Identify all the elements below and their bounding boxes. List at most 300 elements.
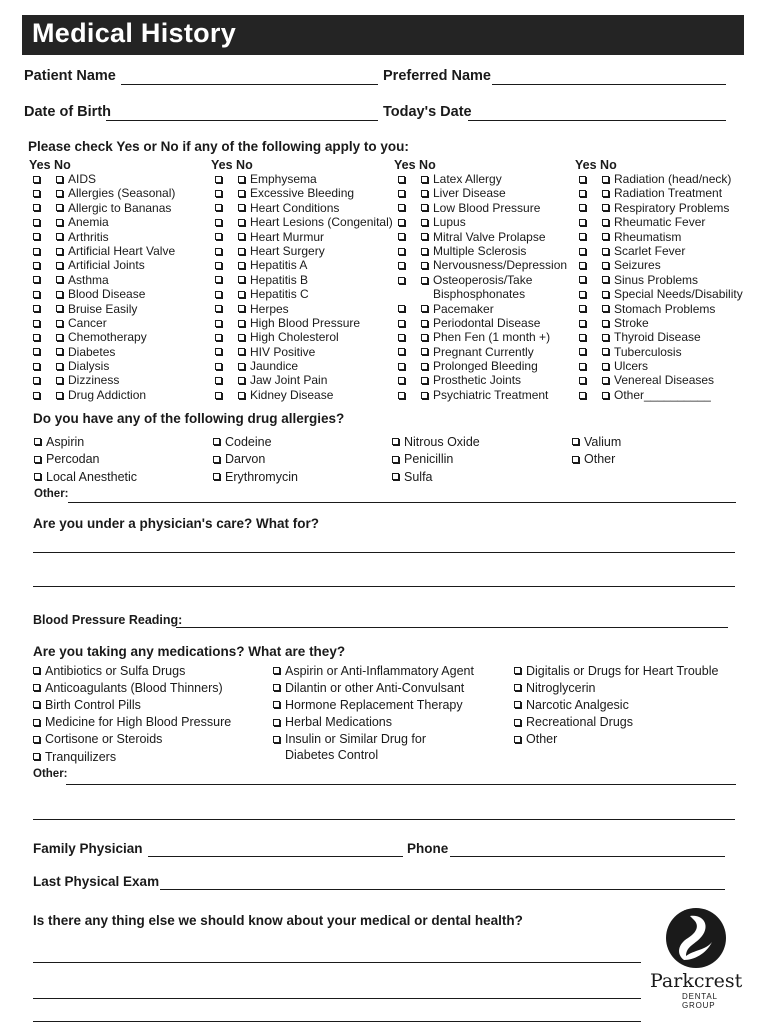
condition-label: Blood Disease [68, 287, 146, 302]
no-checkbox[interactable] [421, 320, 428, 327]
no-checkbox[interactable] [421, 334, 428, 341]
no-checkbox[interactable] [56, 291, 63, 298]
physician-care-line-1[interactable] [33, 552, 735, 553]
option-recreational-drugs [514, 714, 718, 731]
no-checkbox[interactable] [238, 392, 245, 399]
option-dilantin-or-other-anti-convulsant [273, 679, 474, 696]
condition-row-bruise-easily [29, 302, 175, 316]
condition-row-allergies-seasonal [29, 186, 175, 200]
yes-checkbox[interactable] [579, 305, 586, 312]
no-checkbox[interactable] [238, 262, 245, 269]
condition-row-respiratory-problems [575, 201, 743, 215]
no-checkbox[interactable] [56, 305, 63, 312]
yes-checkbox[interactable] [398, 392, 405, 399]
option-label: Dilantin or other Anti-Convulsant [285, 680, 465, 695]
no-checkbox[interactable] [421, 219, 428, 226]
yes-checkbox[interactable] [33, 392, 40, 399]
no-checkbox[interactable] [602, 392, 609, 399]
checkbox[interactable] [213, 473, 220, 480]
option-label: Sulfa [404, 469, 433, 484]
option-birth-control-pills [33, 696, 231, 713]
option-nitroglycerin [514, 679, 718, 696]
medications-line-2[interactable] [33, 819, 735, 820]
yes-checkbox[interactable] [579, 233, 586, 240]
condition-label: Jaw Joint Pain [250, 373, 328, 388]
no-checkbox[interactable] [602, 291, 609, 298]
condition-row-scarlet-fever [575, 244, 743, 258]
no-checkbox[interactable] [602, 276, 609, 283]
yes-checkbox[interactable] [579, 334, 586, 341]
yes-checkbox[interactable] [215, 219, 222, 226]
no-checkbox[interactable] [238, 334, 245, 341]
yes-label: Yes [394, 158, 416, 172]
condition-row-dizziness [29, 373, 175, 387]
condition-label: Arthritis [68, 229, 109, 244]
condition-label: Heart Conditions [250, 200, 340, 215]
condition-row-dialysis [29, 359, 175, 373]
yes-checkbox[interactable] [579, 320, 586, 327]
condition-label: Herpes [250, 301, 289, 316]
no-checkbox[interactable] [56, 190, 63, 197]
condition-row-chemotherapy [29, 330, 175, 344]
condition-label: Anemia [68, 215, 109, 230]
condition-row-nervousness-depression [394, 258, 567, 272]
checkbox[interactable] [514, 701, 521, 708]
no-checkbox[interactable] [602, 363, 609, 370]
condition-label: Prolonged Bleeding [433, 359, 538, 374]
condition-label: Thyroid Disease [614, 330, 701, 345]
checkbox[interactable] [34, 473, 41, 480]
no-checkbox[interactable] [602, 262, 609, 269]
option-percodan [34, 451, 137, 469]
checkbox[interactable] [392, 456, 399, 463]
condition-row-hepatitis-a [211, 258, 393, 272]
no-checkbox[interactable] [421, 277, 428, 284]
condition-row-ulcers [575, 359, 743, 373]
condition-row-liver-disease [394, 186, 567, 200]
no-checkbox[interactable] [56, 377, 63, 384]
no-checkbox[interactable] [56, 348, 63, 355]
no-checkbox[interactable] [238, 204, 245, 211]
yes-checkbox[interactable] [579, 219, 586, 226]
no-checkbox[interactable] [56, 334, 63, 341]
yes-checkbox[interactable] [215, 233, 222, 240]
no-checkbox[interactable] [56, 176, 63, 183]
option-label: Nitrous Oxide [404, 434, 480, 449]
option-darvon [213, 451, 298, 469]
no-checkbox[interactable] [56, 262, 63, 269]
yes-checkbox[interactable] [215, 363, 222, 370]
yes-checkbox[interactable] [215, 392, 222, 399]
anything-else-line-3[interactable] [33, 1021, 641, 1022]
yes-checkbox[interactable] [215, 176, 222, 183]
conditions-list [394, 172, 567, 402]
no-checkbox[interactable] [56, 320, 63, 327]
no-label: No [600, 158, 617, 172]
checkbox[interactable] [392, 438, 399, 445]
checkbox[interactable] [572, 438, 579, 445]
yes-checkbox[interactable] [33, 204, 40, 211]
option-codeine [213, 433, 298, 451]
yes-checkbox[interactable] [579, 348, 586, 355]
no-checkbox[interactable] [421, 176, 428, 183]
yes-checkbox[interactable] [398, 248, 405, 255]
condition-label: Heart Lesions (Congenital) [250, 215, 393, 230]
option-label: Aspirin [46, 434, 85, 449]
checkbox[interactable] [213, 438, 220, 445]
conditions-list [211, 172, 393, 402]
yes-checkbox[interactable] [398, 176, 405, 183]
condition-row-blood-disease [29, 287, 175, 301]
conditions-list [575, 172, 743, 402]
checkbox[interactable] [273, 736, 280, 743]
yes-checkbox[interactable] [398, 348, 405, 355]
option-other [572, 451, 621, 469]
family-physician-field[interactable] [148, 856, 403, 857]
condition-row-hiv-positive [211, 345, 393, 359]
drug-allergies-other-label: Other: [34, 488, 69, 500]
yes-checkbox[interactable] [215, 248, 222, 255]
no-checkbox[interactable] [421, 363, 428, 370]
yes-checkbox[interactable] [33, 176, 40, 183]
checkbox[interactable] [514, 667, 521, 674]
condition-label: Seizures [614, 258, 661, 273]
no-checkbox[interactable] [421, 305, 428, 312]
condition-label: Scarlet Fever [614, 243, 686, 258]
no-checkbox[interactable] [421, 392, 428, 399]
checkbox[interactable] [34, 456, 41, 463]
checkbox[interactable] [213, 456, 220, 463]
physician-care-line-2[interactable] [33, 586, 735, 587]
patient-name-field[interactable] [121, 84, 378, 85]
condition-row-cancer [29, 316, 175, 330]
yes-checkbox[interactable] [579, 262, 586, 269]
yes-checkbox[interactable] [398, 320, 405, 327]
checkbox[interactable] [34, 438, 41, 445]
anything-else-prompt: Is there any thing else we should know about your medical or dental health? [33, 913, 523, 928]
no-checkbox[interactable] [238, 305, 245, 312]
yes-checkbox[interactable] [579, 291, 586, 298]
option-label: Herbal Medications [285, 715, 392, 730]
no-checkbox[interactable] [602, 219, 609, 226]
condition-label: Radiation Treatment [614, 186, 723, 201]
yes-checkbox[interactable] [33, 363, 40, 370]
family-physician-label: Family Physician [33, 841, 143, 856]
condition-label: Dialysis [68, 359, 110, 374]
no-checkbox[interactable] [421, 190, 428, 197]
yes-checkbox[interactable] [398, 190, 405, 197]
yes-checkbox[interactable] [33, 262, 40, 269]
yes-checkbox[interactable] [33, 276, 40, 283]
logo-sub: DENTAL GROUP [682, 992, 718, 1010]
no-checkbox[interactable] [56, 248, 63, 255]
checkbox[interactable] [273, 684, 280, 691]
condition-label: Allergies (Seasonal) [68, 186, 176, 201]
condition-label: Artificial Joints [68, 258, 145, 273]
yes-checkbox[interactable] [33, 248, 40, 255]
yes-checkbox[interactable] [33, 305, 40, 312]
yes-checkbox[interactable] [579, 204, 586, 211]
condition-row-rheumatic-fever [575, 215, 743, 229]
yes-checkbox[interactable] [33, 334, 40, 341]
no-checkbox[interactable] [602, 377, 609, 384]
no-checkbox[interactable] [602, 248, 609, 255]
condition-row-seizures [575, 258, 743, 272]
condition-label: Rheumatism [614, 229, 682, 244]
condition-label: Radiation (head/neck) [614, 172, 732, 186]
condition-label: Stomach Problems [614, 301, 716, 316]
no-checkbox[interactable] [238, 219, 245, 226]
drug-allergies-prompt: Do you have any of the following drug allergies? [33, 411, 345, 426]
condition-row-drug-addiction [29, 388, 175, 402]
option-other [514, 731, 718, 748]
yes-checkbox[interactable] [398, 262, 405, 269]
no-checkbox[interactable] [238, 363, 245, 370]
no-checkbox[interactable] [238, 320, 245, 327]
condition-row-emphysema [211, 172, 393, 186]
checkbox[interactable] [33, 684, 40, 691]
condition-row-jaw-joint-pain [211, 373, 393, 387]
no-checkbox[interactable] [602, 334, 609, 341]
condition-label: Drug Addiction [68, 387, 147, 402]
checkbox[interactable] [273, 701, 280, 708]
yes-checkbox[interactable] [215, 320, 222, 327]
condition-label: Nervousness/Depression [433, 258, 568, 273]
no-checkbox[interactable] [602, 176, 609, 183]
no-checkbox[interactable] [421, 262, 428, 269]
yes-checkbox[interactable] [33, 219, 40, 226]
yes-checkbox[interactable] [33, 320, 40, 327]
checkbox[interactable] [514, 684, 521, 691]
no-checkbox[interactable] [238, 276, 245, 283]
condition-label: Low Blood Pressure [433, 200, 541, 215]
dob-label: Date of Birth [24, 104, 111, 120]
preferred-name-field[interactable] [492, 84, 726, 85]
condition-row-artificial-joints [29, 258, 175, 272]
condition-row-heart-murmur [211, 230, 393, 244]
condition-row-aids [29, 172, 175, 186]
yes-checkbox[interactable] [215, 305, 222, 312]
yes-checkbox[interactable] [398, 305, 405, 312]
no-checkbox[interactable] [238, 348, 245, 355]
yes-checkbox[interactable] [398, 219, 405, 226]
no-checkbox[interactable] [421, 348, 428, 355]
todays-date-field[interactable] [468, 120, 726, 121]
condition-row-latex-allergy [394, 172, 567, 186]
condition-label: Cancer [68, 315, 107, 330]
yes-checkbox[interactable] [215, 276, 222, 283]
checkbox[interactable] [33, 753, 40, 760]
checkbox[interactable] [514, 736, 521, 743]
condition-row-mitral-valve-prolapse [394, 230, 567, 244]
no-checkbox[interactable] [56, 233, 63, 240]
yes-checkbox[interactable] [579, 392, 586, 399]
yes-checkbox[interactable] [579, 248, 586, 255]
yes-checkbox[interactable] [398, 233, 405, 240]
medications-other-field[interactable] [66, 784, 736, 785]
condition-row-diabetes [29, 345, 175, 359]
yes-checkbox[interactable] [579, 276, 586, 283]
yes-checkbox[interactable] [579, 377, 586, 384]
condition-label: Asthma [68, 272, 109, 287]
no-checkbox[interactable] [421, 233, 428, 240]
no-checkbox[interactable] [238, 291, 245, 298]
checkbox[interactable] [273, 667, 280, 674]
no-checkbox[interactable] [602, 204, 609, 211]
todays-date-label: Today's Date [383, 104, 472, 120]
no-checkbox[interactable] [421, 248, 428, 255]
no-checkbox[interactable] [238, 377, 245, 384]
option-label: Antibiotics or Sulfa Drugs [45, 663, 186, 678]
checkbox[interactable] [273, 719, 280, 726]
condition-label: Phen Fen (1 month +) [433, 330, 551, 345]
condition-label: Pregnant Currently [433, 344, 534, 359]
yes-checkbox[interactable] [579, 190, 586, 197]
yes-checkbox[interactable] [33, 348, 40, 355]
yes-checkbox[interactable] [215, 291, 222, 298]
yes-checkbox[interactable] [579, 176, 586, 183]
option-erythromycin [213, 468, 298, 486]
condition-row-osteoperosis-take-bisphosphonates [394, 273, 567, 302]
medications-column-3 [514, 662, 718, 748]
yes-checkbox[interactable] [215, 334, 222, 341]
checkbox[interactable] [33, 701, 40, 708]
condition-label: Hepatitis C [250, 287, 309, 302]
last-physical-exam-field[interactable] [160, 889, 725, 890]
no-checkbox[interactable] [56, 392, 63, 399]
no-checkbox[interactable] [238, 248, 245, 255]
no-checkbox[interactable] [602, 320, 609, 327]
option-label: Hormone Replacement Therapy [285, 697, 463, 712]
blood-pressure-field[interactable] [176, 627, 728, 628]
condition-label: Liver Disease [433, 186, 506, 201]
no-checkbox[interactable] [56, 219, 63, 226]
drug-allergies-column-2 [213, 433, 298, 486]
yes-no-header [29, 158, 175, 172]
condition-label: High Cholesterol [250, 330, 339, 345]
option-label: Penicillin [404, 452, 454, 467]
no-checkbox[interactable] [602, 348, 609, 355]
physician-care-prompt: Are you under a physician's care? What for? [33, 516, 320, 531]
no-checkbox[interactable] [56, 363, 63, 370]
checkbox[interactable] [572, 456, 579, 463]
yes-checkbox[interactable] [215, 348, 222, 355]
option-label: Birth Control Pills [45, 697, 141, 712]
option-label: Aspirin or Anti-Inflammatory Agent [285, 663, 474, 678]
condition-label: Heart Surgery [250, 243, 325, 258]
condition-label: Sinus Problems [614, 272, 699, 287]
condition-row-radiation-treatment [575, 186, 743, 200]
option-label: Valium [584, 434, 622, 449]
option-insulin-or-similar-drug-for-diabetes-con [273, 731, 474, 765]
no-checkbox[interactable] [421, 377, 428, 384]
condition-row-arthritis [29, 230, 175, 244]
yes-label: Yes [575, 158, 597, 172]
phone-field[interactable] [450, 856, 725, 857]
no-checkbox[interactable] [602, 233, 609, 240]
phone-label: Phone [407, 841, 449, 856]
no-checkbox[interactable] [421, 204, 428, 211]
yes-checkbox[interactable] [215, 377, 222, 384]
yes-checkbox[interactable] [33, 291, 40, 298]
condition-row-hepatitis-c [211, 287, 393, 301]
condition-label: Diabetes [68, 344, 116, 359]
no-checkbox[interactable] [238, 176, 245, 183]
medications-other-label: Other: [33, 768, 68, 780]
option-aspirin-or-anti-inflammatory-agent [273, 662, 474, 679]
condition-row-tuberculosis [575, 345, 743, 359]
yes-no-header [575, 158, 743, 172]
yes-checkbox[interactable] [33, 233, 40, 240]
medications-column-2 [273, 662, 474, 765]
conditions-column-4 [575, 158, 743, 402]
option-label: Erythromycin [225, 469, 298, 484]
condition-label: Tuberculosis [614, 344, 682, 359]
anything-else-line-1[interactable] [33, 962, 641, 963]
condition-label: Excessive Bleeding [250, 186, 355, 201]
option-cortisone-or-steroids [33, 731, 231, 748]
option-valium [572, 433, 621, 451]
yes-checkbox[interactable] [215, 204, 222, 211]
condition-row-anemia [29, 215, 175, 229]
checkbox[interactable] [33, 667, 40, 674]
condition-row-jaundice [211, 359, 393, 373]
condition-label: High Blood Pressure [250, 315, 361, 330]
anything-else-line-2[interactable] [33, 998, 641, 999]
yes-checkbox[interactable] [33, 190, 40, 197]
yes-checkbox[interactable] [398, 363, 405, 370]
checkbox[interactable] [514, 719, 521, 726]
option-hormone-replacement-therapy [273, 696, 474, 713]
yes-checkbox[interactable] [215, 262, 222, 269]
yes-checkbox[interactable] [579, 363, 586, 370]
condition-label: Dizziness [68, 373, 120, 388]
yes-checkbox[interactable] [33, 377, 40, 384]
yes-checkbox[interactable] [398, 204, 405, 211]
yes-checkbox[interactable] [398, 377, 405, 384]
blood-pressure-label: Blood Pressure Reading: [33, 613, 183, 627]
option-local-anesthetic [34, 468, 137, 486]
condition-label: Special Needs/Disability [614, 287, 743, 302]
checkbox[interactable] [33, 736, 40, 743]
no-checkbox[interactable] [56, 276, 63, 283]
option-label: Other [526, 732, 558, 747]
option-label: Insulin or Similar Drug for Diabetes Control [285, 731, 427, 762]
option-label: Darvon [225, 452, 266, 467]
no-checkbox[interactable] [238, 190, 245, 197]
no-label: No [54, 158, 71, 172]
yes-checkbox[interactable] [398, 277, 405, 284]
yes-no-header [394, 158, 567, 172]
no-checkbox[interactable] [56, 204, 63, 211]
drug-allergies-other-field[interactable] [68, 502, 736, 503]
no-checkbox[interactable] [238, 233, 245, 240]
condition-row-artificial-heart-valve [29, 244, 175, 258]
yes-checkbox[interactable] [215, 190, 222, 197]
checkbox[interactable] [33, 719, 40, 726]
no-checkbox[interactable] [602, 190, 609, 197]
no-checkbox[interactable] [602, 305, 609, 312]
dob-field[interactable] [106, 120, 378, 121]
condition-row-herpes [211, 302, 393, 316]
checkbox[interactable] [392, 473, 399, 480]
yes-checkbox[interactable] [398, 334, 405, 341]
option-label: Medicine for High Blood Pressure [45, 715, 232, 730]
option-narcotic-analgesic [514, 696, 718, 713]
condition-label: Hepatitis A [250, 258, 308, 273]
condition-label: HIV Positive [250, 344, 316, 359]
condition-label: Allergic to Bananas [68, 200, 172, 215]
